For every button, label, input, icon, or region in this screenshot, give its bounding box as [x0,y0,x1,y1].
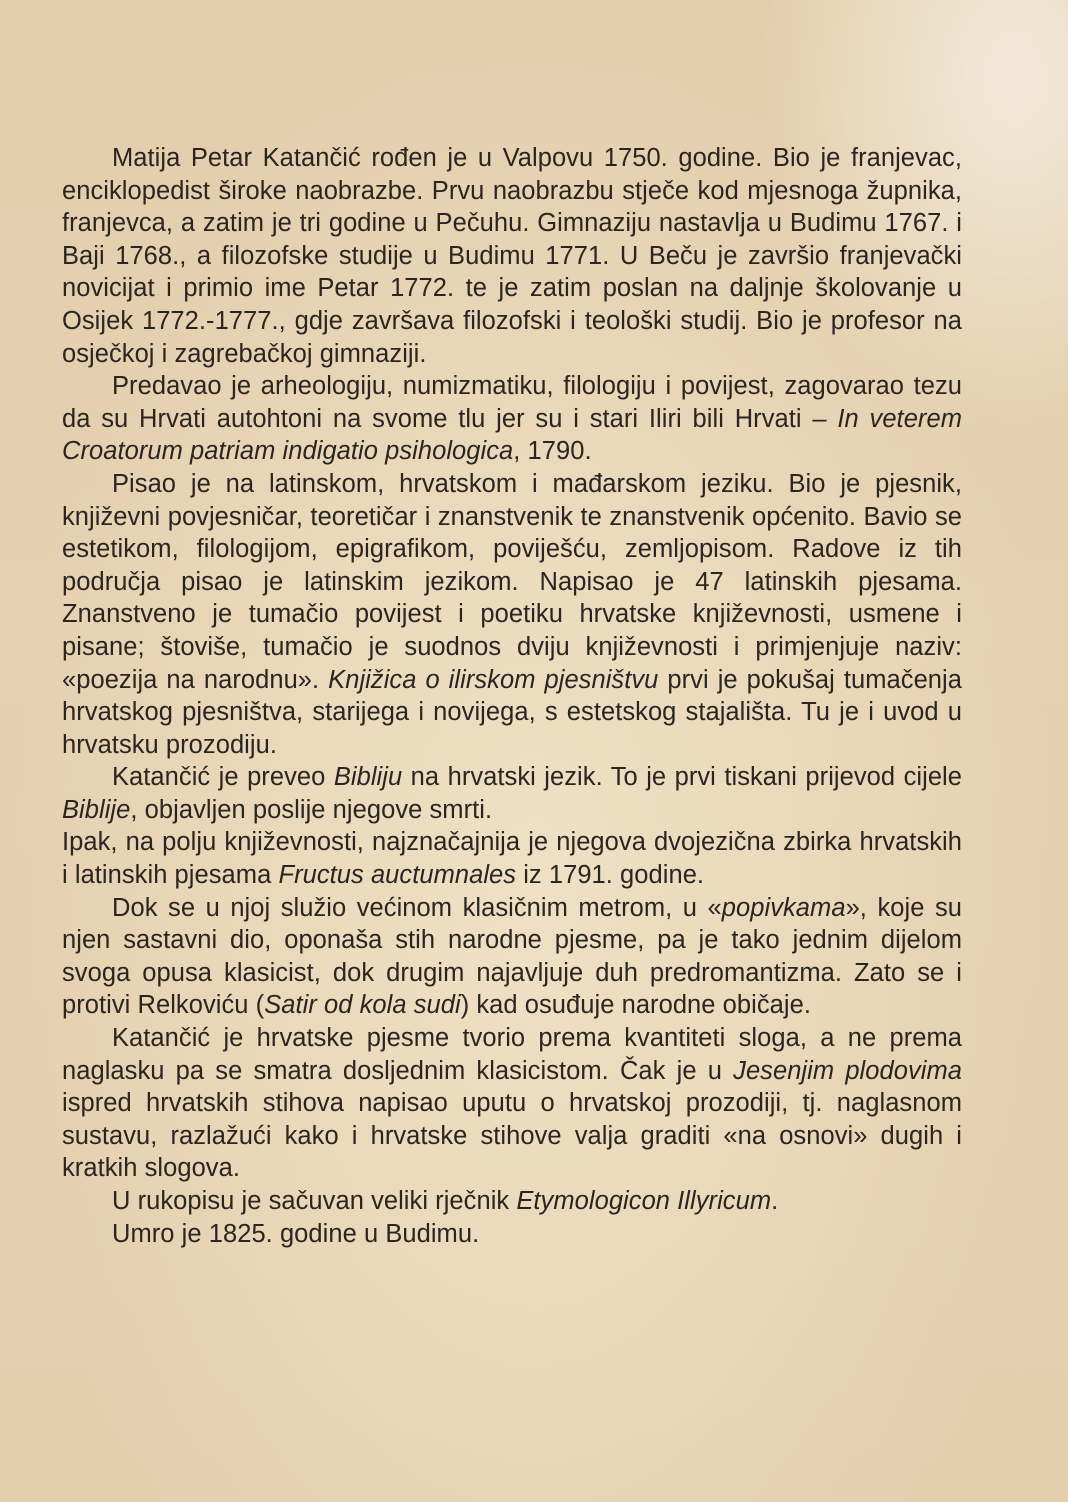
text-segment: », koje su njen sastavni dio, oponaša stih narodne pjesme, pa je tako jednim dijelom svoga opusa klasicist, dok drugim najavljuje duh predromantizma. Zato se i protivi Relkoviću ( [62,893,962,1020]
document-page [62,142,962,1250]
paragraph-dictionary [62,1185,962,1218]
text-segment: ispred hrvatskih stihova napisao uputu o hrvatskoj prozodiji, tj. naglasnom sustavu, razlažući kako i hrvatske stihove valja graditi «na osnovi» dugih i kratkih slogova. [62,1089,962,1183]
work-title-italic: In veterem Croatorum patriam indigatio psihologica [62,404,962,466]
paragraph-death [62,1218,962,1251]
text-segment: Pisao je na latinskom, hrvatskom i mađarskom jeziku. Bio je pjesnik, književni povjesničar, teoretičar i znanstvenik te znanstvenik općenito. Bavio se estetikom, filologijom, epigrafikom, poviješću, zemljopisom. Radove iz tih područja pisao je latinskim jezikom. Napisao je 47 latinskih pjesama. Znanstveno je tumačio povijest i poetiku hrvatske književnosti, usmene i pisane; štoviše, tumačio je suodnos dviju književnosti i primjenjuje naziv: «poezija na narodnu». [62,469,962,694]
work-title-italic: popivkama [721,893,846,922]
text-segment: ) kad osuđuje narodne običaje. [460,991,811,1020]
work-title-italic: Etymologicon Illyricum [516,1187,772,1215]
text-segment: iz 1791. godine. [516,861,705,890]
text-segment: Katančić je preveo [112,763,334,792]
text-segment: Dok se u njoj služio većinom klasičnim metrom, u « [112,893,722,922]
text-segment: U rukopisu je sačuvan veliki rječnik [112,1187,517,1215]
text-segment: Katančić je hrvatske pjesme tvorio prema kvantiteti sloga, a ne prema naglasku pa se smatra dosljednim klasicistom. Čak je u [62,1024,962,1085]
text-segment: . [771,1187,779,1215]
paragraph-metre [62,892,962,1022]
paragraph-writing [62,468,962,761]
work-title-italic: Biblije [62,795,131,824]
work-title-italic: Fructus auctumnales [278,861,517,890]
paragraph-teaching [62,370,962,468]
text-segment: , objavljen poslije njegove smrti. [130,795,493,824]
text-segment: Matija Petar Katančić rođen je u Valpovu 1750. godine. Bio je franjevac, enciklopedist široke naobrazbe. Prvu naobrazbu stječe kod mjesnoga župnika, franjevca, a zatim je tri godine u Pečuhu. Gimnaziju nastavlja u Budimu 1767. i Baji 1768., a filozofske studije u Budimu 1771. U Beču je završio franjevački novicijat i primio ime Petar 1772. te je zatim poslan na daljnje školovanje u Osijek 1772.-1777., gdje završava filozofski i teološki studij. Bio je profesor na osječkoj i zagrebačkoj gimnaziji. [62,144,962,368]
work-title-italic: Jesenjim plodovima [733,1056,963,1085]
work-title-italic: Satir od kola sudi [264,991,461,1020]
text-segment: Umro je 1825. godine u Budimu. [112,1219,480,1248]
work-title-italic: Knjižica o ilirskom pjesništvu [328,665,659,694]
text-segment: na hrvatski jezik. To je prvi tiskani prijevod cijele [402,763,963,792]
paragraph-bible [62,761,962,826]
paragraph-collection [62,826,962,891]
work-title-italic: Bibliju [333,763,403,792]
paragraph-prosody [62,1022,962,1185]
paragraph-biography-intro [62,142,962,370]
text-segment: Ipak, na polju književnosti, najznačajnija je njegova dvojezična zbirka hrvatskih i latinskih pjesama [62,828,962,890]
text-segment: prvi je pokušaj tumačenja hrvatskog pjesništva, starijega i novijega, s estetskog stajališta. Tu je i uvod u hrvatsku prozodiju. [62,665,962,759]
text-segment: , 1790. [513,437,592,466]
text-segment: Predavao je arheologiju, numizmatiku, filologiju i povijest, zagovarao tezu da su Hrvati autohtoni na svome tlu jer su i stari Iliri bili Hrvati – [62,372,962,433]
